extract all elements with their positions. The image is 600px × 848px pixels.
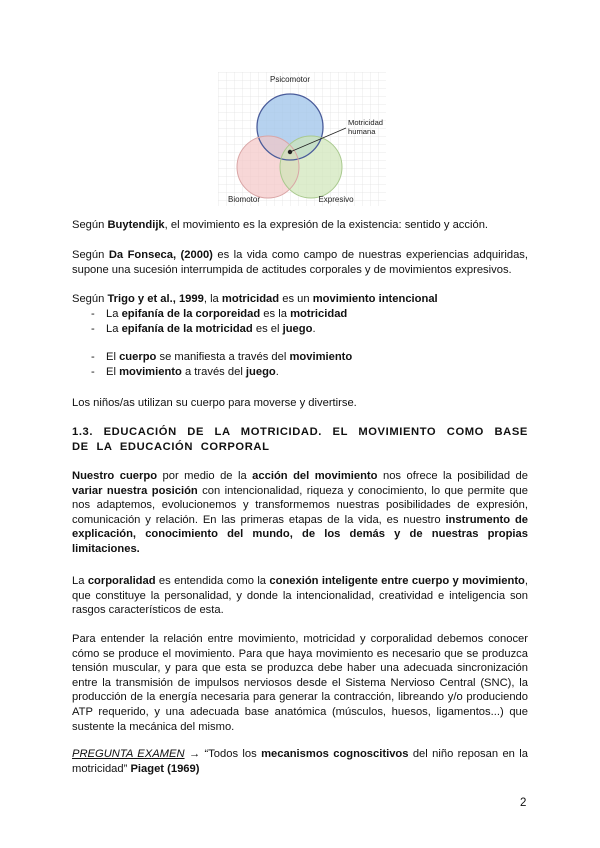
author-name: Trigo y et al., 1999 [107,293,204,305]
bold-term: juego [245,366,276,378]
paragraph-trigo [72,292,528,307]
bullet-dash: - [91,323,95,335]
bold-term: movimiento [289,351,353,363]
text: , el movimiento es la expresión de la existencia: sentido y acción. [164,219,489,231]
bold-term: cuerpo [119,351,157,363]
text: es la [260,308,291,320]
label-psicomotor: Psicomotor [269,75,311,84]
text: es un [279,293,313,305]
list-item-text [106,365,279,380]
motricity-venn-figure [218,72,386,206]
bold-term: mecanismos cognoscitivos [261,748,409,760]
paragraph-pregunta-examen [72,747,528,776]
text: La [106,308,122,320]
label-expresivo: Expresivo [318,195,354,204]
paragraph-nuestro-cuerpo [72,469,528,557]
bold-term: movimiento intencional [312,293,438,305]
list-item-text [106,322,316,337]
author-name: Da Fonseca, (2000) [108,249,213,261]
text: → “Todos los [184,748,262,760]
list-item-text [106,350,352,365]
label-biomotor: Biomotor [227,195,261,204]
label-motricidad: Motricidad [348,118,384,127]
bold-term: acción del movimiento [252,470,378,482]
paragraph-corporalidad [72,574,528,618]
text: se manifiesta a través del [156,351,290,363]
text: El [106,351,120,363]
text: . [275,366,279,378]
text: La [106,323,122,335]
text: nos ofrece la posibilidad de [377,470,528,482]
bold-term: motricidad [290,308,348,320]
text: , la [203,293,222,305]
paragraph-da-fonseca [72,248,528,277]
paragraph-buytendijk [72,218,528,233]
bullet-dash: - [91,308,95,320]
text: es la vida como campo de nuestras experiencias adquiridas, supone una sucesión interrumpida de actitudes corporales y de movimientos expresivos. [72,249,528,276]
text: El [106,366,120,378]
text: es el [252,323,283,335]
bullet-dash: - [91,351,95,363]
text: por medio de la [157,470,253,482]
bold-term: corporalidad [87,575,156,587]
bold-term: instrumento de explicación, conocimiento del mundo, de los demás y de nuestras propias limitaciones. [72,513,528,555]
paragraph-ninos: Los niños/as utilizan su cuerpo para moverse y divertirse. [72,397,357,409]
text: del niño reposan en la motricidad” [72,748,528,775]
exam-question-label: PREGUNTA EXAMEN [72,748,185,760]
text: es entendida como la [155,575,270,587]
label-humana: humana [348,127,376,136]
section-heading: 1.3. EDUCACIÓN DE LA MOTRICIDAD. EL MOVIMIENTO COMO BASE DE LA EDUCACIÓN CORPORAL [72,426,528,453]
pointer-dot [288,150,292,154]
text: Según [72,249,109,261]
bold-term: motricidad [221,293,280,305]
text: Según [72,219,108,231]
text: . [312,323,316,335]
author-name: Buytendijk [107,219,165,231]
text: , que constituye la personalidad, y donde la intencionalidad, creatividad e inteligencia son rasgos característicos de esta. [72,575,528,617]
bold-term: epifanía de la corporeidad [121,308,261,320]
author-name: Piaget (1969) [130,762,200,775]
text: Según [72,293,108,305]
page-number: 2 [520,797,527,809]
bold-term: epifanía de la motricidad [121,323,253,335]
venn-diagram-svg [218,72,386,206]
bold-term: movimiento [119,366,182,378]
text: con intencionalidad, riqueza y conocimiento, lo que permite que nos adaptemos, evolucionemos y transformemos nuestras posibilidades de expresión, comunicación y relación. En las primeras etapas de la vida, es nuestro [72,484,529,526]
text: La [72,575,88,587]
list-item-text [106,307,347,322]
bullet-dash: - [91,366,95,378]
text: a través del [181,366,246,378]
bold-term: Nuestro cuerpo [72,470,158,482]
bold-term: variar nuestra posición [72,484,198,497]
paragraph-movimiento: Para entender la relación entre movimiento, motricidad y corporalidad debemos conocer cómo se produce el movimiento. Para que haya movimiento es necesario que se produzca tensión muscular, y para que esta se produzca debe haber una adecuada sincronización entre la transmisión de impulsos nerviosos desde el Sistema Nervioso Central (SNC), la producción de la energía necesaria para generar la contracción, libreando y/o produciendo ATP requerido, y una adecuada base anatómica (músculos, huesos, ligamentos...) que sustente la mecánica del mismo. [72,633,528,733]
bold-term: juego [282,323,313,335]
bold-term: conexión inteligente entre cuerpo y movimiento [269,575,525,587]
